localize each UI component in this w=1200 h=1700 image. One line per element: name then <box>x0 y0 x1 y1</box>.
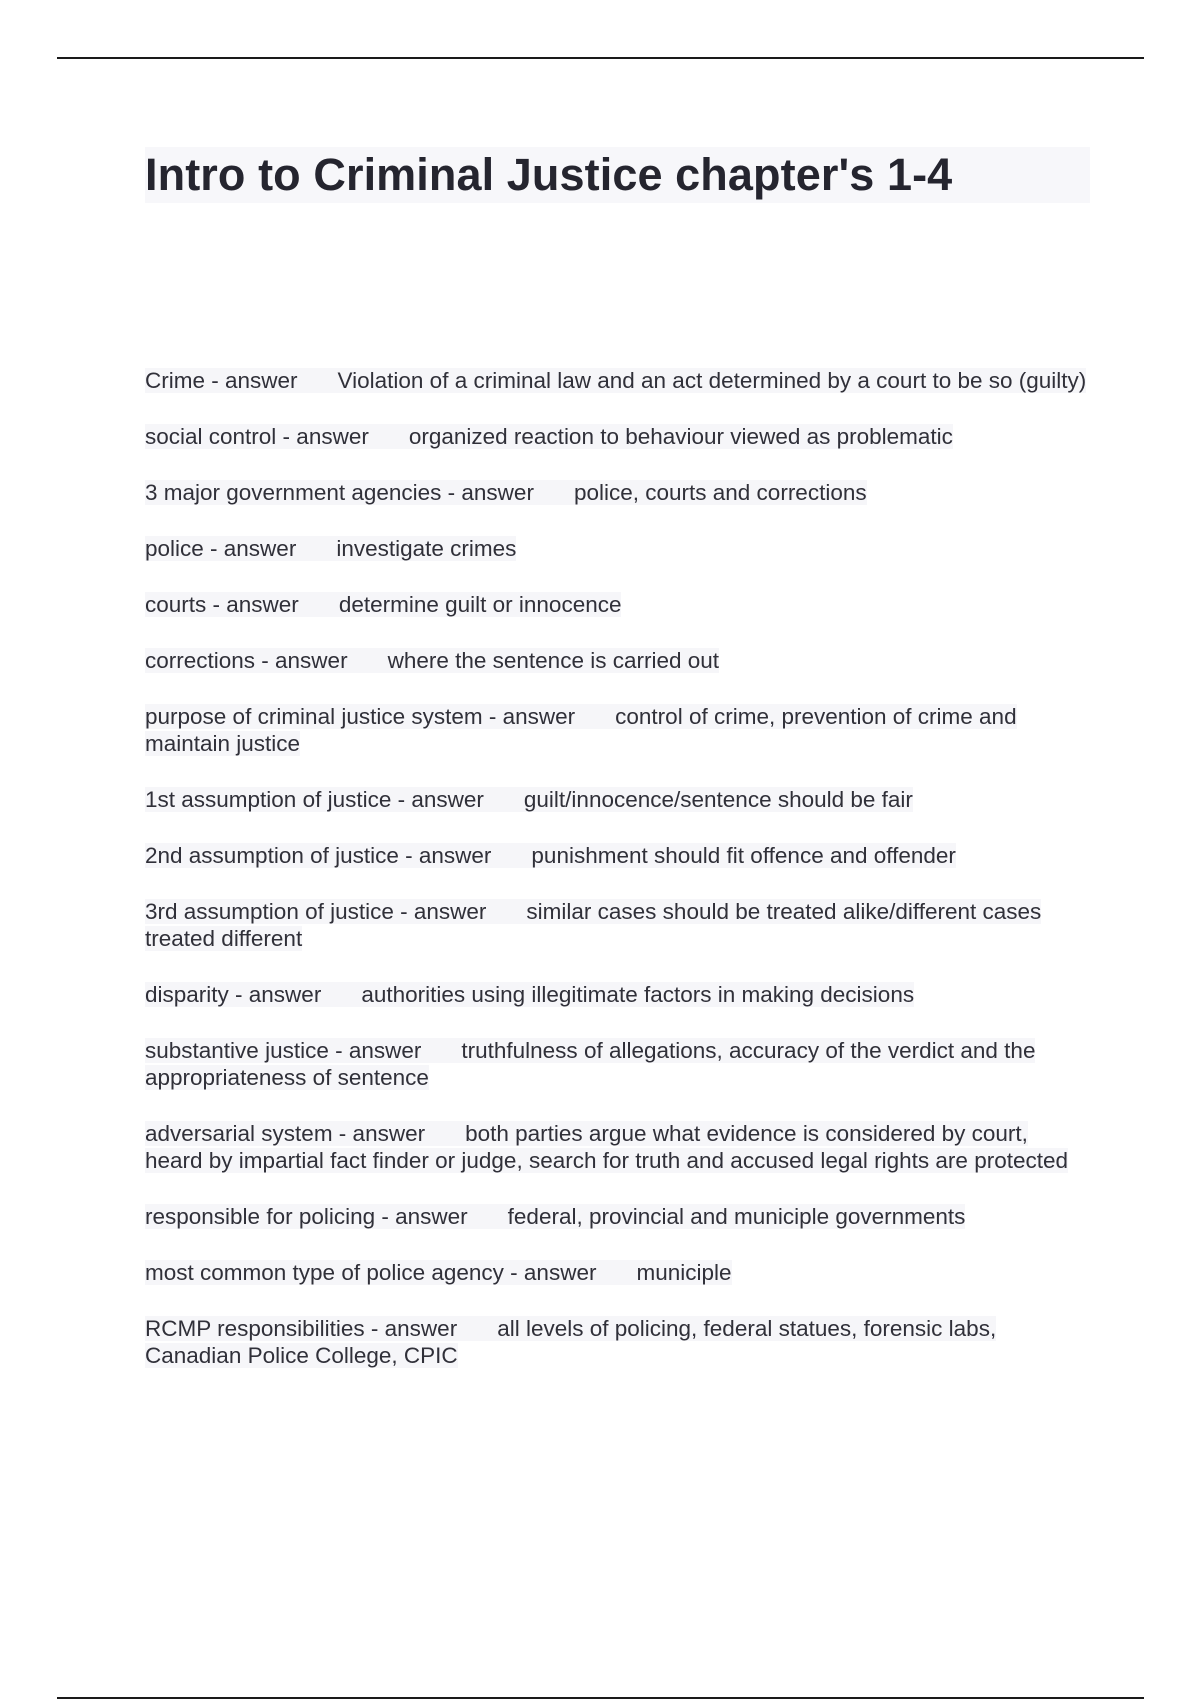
flashcard-entry <box>145 367 1090 394</box>
entry-definition: police, courts and corrections <box>573 480 867 505</box>
entry-definition: authorities using illegitimate factors in making decisions <box>361 982 915 1007</box>
header-rule <box>57 57 1144 59</box>
entry-term: 3 major government agencies - answer <box>145 480 534 505</box>
entry-definition: guilt/innocence/sentence should be fair <box>523 787 913 812</box>
entry-term: corrections - answer <box>145 648 348 673</box>
entry-definition: Violation of a criminal law and an act determined by a court to be so (guilty) <box>337 368 1087 393</box>
flashcard-entry <box>145 898 1090 952</box>
entry-term: social control - answer <box>145 424 369 449</box>
flashcard-entry <box>145 981 1090 1008</box>
entry-definition: determine guilt or innocence <box>338 592 622 617</box>
flashcard-entry <box>145 1315 1090 1369</box>
entry-term: 2nd assumption of justice - answer <box>145 843 492 868</box>
entry-term: courts - answer <box>145 592 299 617</box>
flashcard-list <box>145 367 1090 1398</box>
entry-term: 3rd assumption of justice - answer <box>145 899 487 924</box>
entry-definition: federal, provincial and municiple governments <box>507 1204 966 1229</box>
entry-term: Crime - answer <box>145 368 298 393</box>
flashcard-entry <box>145 1203 1090 1230</box>
entry-definition: control of crime, prevention of crime and maintain justice <box>145 704 1017 756</box>
entry-term: substantive justice - answer <box>145 1038 422 1063</box>
flashcard-entry <box>145 647 1090 674</box>
entry-definition: both parties argue what evidence is considered by court, heard by impartial fact finder or judge, search for truth and accused legal rights are protected <box>145 1121 1069 1173</box>
entry-definition: all levels of policing, federal statues, forensic labs, Canadian Police College, CPIC <box>145 1316 997 1368</box>
flashcard-entry <box>145 479 1090 506</box>
entry-definition: similar cases should be treated alike/different cases treated different <box>145 899 1042 951</box>
flashcard-entry <box>145 842 1090 869</box>
flashcard-entry <box>145 703 1090 757</box>
flashcard-entry <box>145 1037 1090 1091</box>
entry-definition: municiple <box>636 1260 732 1285</box>
entry-definition: punishment should fit offence and offender <box>531 843 956 868</box>
flashcard-entry <box>145 1259 1090 1286</box>
entry-definition: where the sentence is carried out <box>387 648 720 673</box>
footer-rule <box>57 1697 1144 1699</box>
flashcard-entry <box>145 535 1090 562</box>
entry-definition: truthfulness of allegations, accuracy of the verdict and the appropriateness of sentence <box>145 1038 1036 1090</box>
entry-term: adversarial system - answer <box>145 1121 426 1146</box>
document-title: Intro to Criminal Justice chapter's 1-4 <box>145 147 1090 203</box>
entry-term: purpose of criminal justice system - answer <box>145 704 576 729</box>
entry-definition: investigate crimes <box>336 536 517 561</box>
entry-term: police - answer <box>145 536 297 561</box>
entry-term: RCMP responsibilities - answer <box>145 1316 458 1341</box>
flashcard-entry <box>145 786 1090 813</box>
entry-term: 1st assumption of justice - answer <box>145 787 484 812</box>
flashcard-entry <box>145 1120 1090 1174</box>
entry-term: responsible for policing - answer <box>145 1204 468 1229</box>
entry-definition: organized reaction to behaviour viewed as problematic <box>408 424 953 449</box>
flashcard-entry <box>145 591 1090 618</box>
entry-term: disparity - answer <box>145 982 322 1007</box>
flashcard-entry <box>145 423 1090 450</box>
entry-term: most common type of police agency - answer <box>145 1260 597 1285</box>
